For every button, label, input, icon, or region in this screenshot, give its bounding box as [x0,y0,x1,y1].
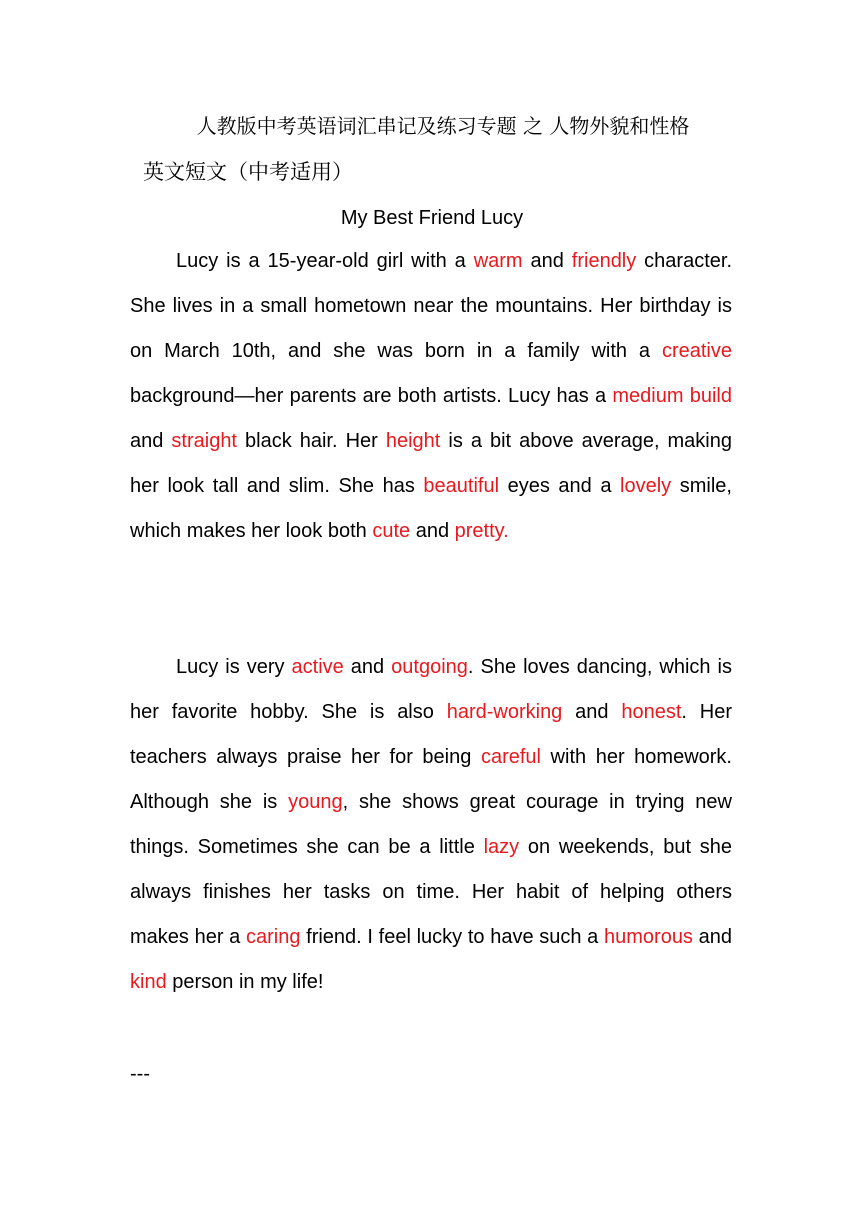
essay-paragraph-1 [130,239,732,554]
paragraph-text: . Her teachers always praise her for being [130,701,732,768]
highlighted-vocabulary: outgoing [391,656,468,678]
highlighted-vocabulary: pretty. [454,520,509,542]
highlighted-vocabulary: active [291,656,344,678]
paragraph-text: friend. I feel lucky to have such a [300,926,604,948]
paragraph-text: with her homework. Although she is [130,746,732,813]
highlighted-vocabulary: friendly [571,250,637,272]
paragraph-text: character. She lives in a small hometown near the mountains. Her birthday is on March 10th, and she was born in a family with a [130,250,732,362]
highlighted-vocabulary: honest [621,701,682,723]
paragraph-text: , she shows great courage in trying new things. Sometimes she can be a little [130,791,732,858]
paragraph-text: on weekends, but she always finishes her tasks on time. Her habit of helping others makes her a [130,836,733,948]
highlighted-vocabulary: warm [473,250,523,272]
document-subtitle: 英文短文（中考适用） [143,160,353,184]
highlighted-vocabulary: creative [661,340,732,362]
highlighted-vocabulary: caring [245,926,301,948]
paragraph-text: and [343,656,392,678]
highlighted-vocabulary: careful [480,746,541,768]
document-title: 人教版中考英语词汇串记及练习专题 之 人物外貌和性格 [196,114,690,138]
highlighted-vocabulary: height [385,430,441,452]
paragraph-text: and [522,250,572,272]
paragraph-text: and [562,701,622,723]
highlighted-vocabulary: young [288,791,343,813]
highlighted-vocabulary: medium build [612,385,732,407]
essay-title: My Best Friend Lucy [340,207,524,229]
highlighted-vocabulary: lovely [620,475,672,497]
paragraph-text: background—her parents are both artists. Lucy has a [130,385,613,407]
highlighted-vocabulary: cute [372,520,411,542]
paragraph-text: eyes and a [499,475,621,497]
paragraph-text: . She loves dancing, which is her favorite hobby. She is also [130,656,733,723]
highlighted-vocabulary: lazy [483,836,520,858]
highlighted-vocabulary: straight [171,430,237,452]
paragraph-text: and [692,926,732,948]
highlighted-vocabulary: kind [130,971,167,993]
paragraph-text: person in my life! [166,971,324,993]
paragraph-text: Lucy is a 15-year-old girl with a [176,250,474,272]
highlighted-vocabulary: humorous [604,926,693,948]
essay-paragraph-2 [130,645,732,1005]
separator-line: --- [130,1063,150,1085]
paragraph-text: is a bit above average, making her look tall and slim. She has [130,430,732,497]
paragraph-text: black hair. Her [237,430,386,452]
paragraph-text: smile, which makes her look both [130,475,732,542]
highlighted-vocabulary: hard-working [446,701,563,723]
paragraph-text: and [130,430,172,452]
highlighted-vocabulary: beautiful [423,475,500,497]
paragraph-text: and [410,520,455,542]
paragraph-text: Lucy is very [176,656,292,678]
